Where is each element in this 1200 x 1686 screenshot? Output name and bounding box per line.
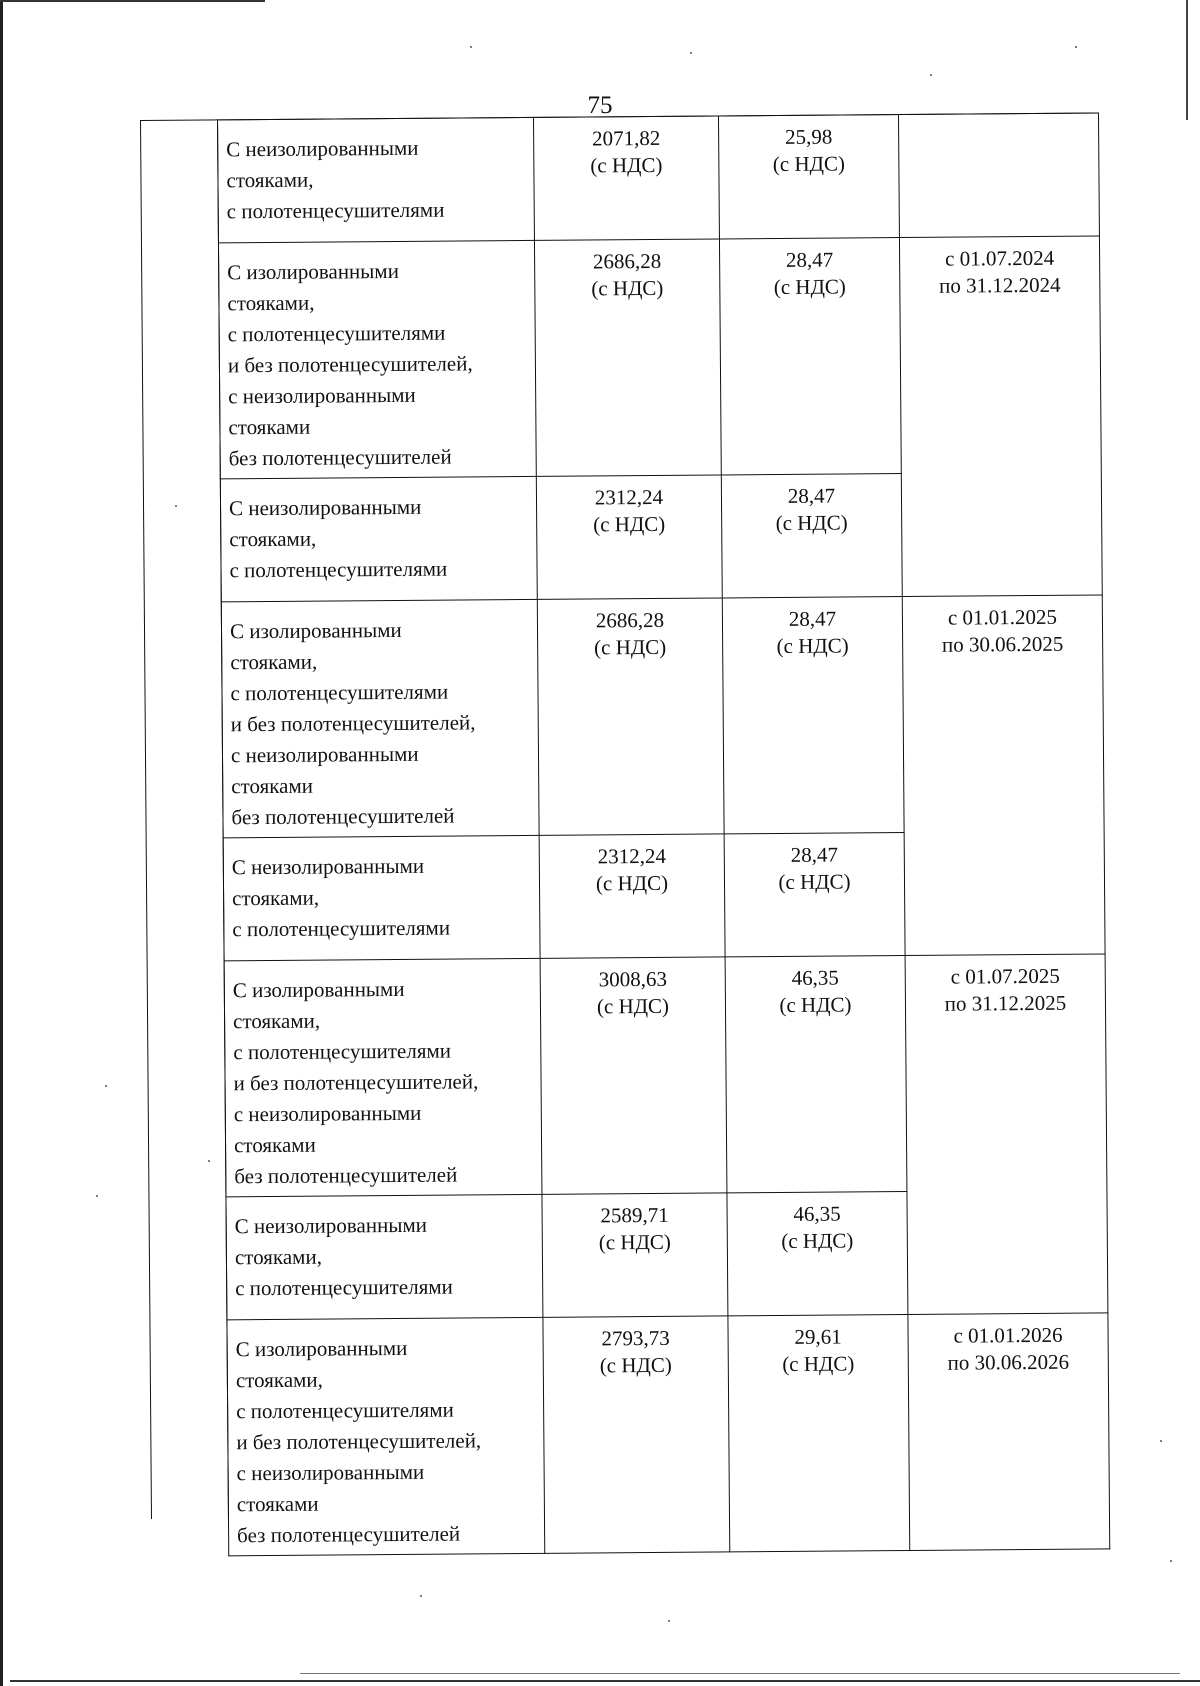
price-cell <box>540 957 727 1194</box>
description-line: стояками, <box>227 290 315 316</box>
period-cell <box>908 1313 1110 1551</box>
description-line: с полотенцесушителями <box>227 320 446 347</box>
description-line: и без полотенцесушителей, <box>230 710 476 737</box>
row-description <box>224 958 542 1196</box>
scan-speck <box>105 1085 107 1087</box>
period-to: по 31.12.2024 <box>938 272 1061 298</box>
description-line: С изолированными <box>232 976 405 1003</box>
price-note: (с НДС) <box>594 634 667 660</box>
rate-cell <box>722 597 904 834</box>
rate-note: (с НДС) <box>772 151 845 177</box>
rate-cell <box>718 115 899 239</box>
scan-edge-top <box>0 0 265 2</box>
price-value: 2686,28 <box>595 607 665 633</box>
rate-note: (с НДС) <box>773 274 846 300</box>
rate-note: (с НДС) <box>781 1228 854 1253</box>
period-from: с 01.01.2025 <box>947 604 1058 630</box>
description-line: стояками, <box>229 526 317 552</box>
scan-speck <box>1170 1560 1172 1562</box>
price-value: 2312,24 <box>594 484 664 510</box>
description-line: стояками, <box>230 649 318 675</box>
rate-cell <box>727 1192 908 1316</box>
description-line: стояками <box>236 1491 319 1517</box>
price-value: 2312,24 <box>597 843 667 869</box>
scan-speck <box>1160 1440 1162 1442</box>
scan-speck <box>420 1595 422 1597</box>
scan-speck <box>668 1620 670 1622</box>
period-to: по 30.06.2025 <box>941 631 1064 657</box>
description-line: с полотенцесушителями <box>233 1038 452 1065</box>
description-line: стояками <box>233 1132 316 1158</box>
description-line: без полотенцесушителей <box>237 1521 461 1548</box>
description-line: С изолированными <box>229 617 402 644</box>
rate-cell <box>724 833 905 957</box>
rate-value: 25,98 <box>784 124 833 149</box>
description-line: стояками, <box>232 885 320 911</box>
price-note: (с НДС) <box>591 275 664 301</box>
description-line: С неизолированными <box>228 494 422 521</box>
rate-note: (с НДС) <box>776 633 849 659</box>
rate-cell <box>721 474 902 598</box>
rate-value: 29,61 <box>794 1324 842 1349</box>
period-cell <box>902 595 1105 956</box>
description-line: и без полотенцесушителей, <box>233 1069 479 1096</box>
price-value: 2686,28 <box>592 248 662 274</box>
description-line: с неизолированными <box>228 382 416 409</box>
description-line: с полотенцесушителями <box>236 1397 454 1424</box>
description-line: и без полотенцесушителей, <box>227 351 473 378</box>
rate-value: 46,35 <box>791 965 839 990</box>
price-note: (с НДС) <box>596 993 670 1019</box>
table-row <box>224 954 1107 1197</box>
period-to: по 31.12.2025 <box>944 990 1067 1016</box>
row-description <box>218 117 535 242</box>
rate-value: 28,47 <box>787 483 836 508</box>
price-note: (с НДС) <box>598 1229 671 1255</box>
description-line: стояками, <box>234 1244 322 1270</box>
rate-value: 28,47 <box>788 606 837 631</box>
row-description <box>220 476 537 601</box>
scan-speck <box>175 505 177 507</box>
row-description <box>221 599 539 837</box>
price-note: (с НДС) <box>595 870 669 896</box>
rate-cell <box>728 1315 910 1552</box>
price-value: 2589,71 <box>600 1202 669 1228</box>
description-line: с полотенцесушителями <box>232 915 451 942</box>
description-line: и без полотенцесушителей, <box>236 1428 482 1455</box>
rate-value: 46,35 <box>793 1201 841 1226</box>
description-line: с неизолированными <box>236 1459 425 1486</box>
scan-speck <box>690 52 692 54</box>
description-line: стояками, <box>226 167 314 193</box>
row-description <box>223 835 540 960</box>
description-line: без полотенцесушителей <box>228 444 452 471</box>
period-to: по 30.06.2026 <box>947 1349 1070 1375</box>
description-line: стояками, <box>232 1008 321 1034</box>
scan-speck <box>208 1160 210 1162</box>
description-line: С неизолированными <box>226 135 419 162</box>
price-note: (с НДС) <box>590 152 663 178</box>
scan-edge-bottom <box>10 1680 1200 1682</box>
price-cell <box>534 239 721 476</box>
period-cell-empty <box>898 113 1099 238</box>
description-line: С неизолированными <box>231 853 425 880</box>
rate-value: 28,47 <box>785 247 834 272</box>
rate-note: (с НДС) <box>782 1351 855 1376</box>
description-line: стояками, <box>235 1367 323 1393</box>
price-value: 2071,82 <box>591 125 661 151</box>
description-line: с полотенцесушителями <box>230 679 449 706</box>
document-frame <box>140 112 1111 1548</box>
description-line: без полотенцесушителей <box>234 1162 458 1189</box>
scan-speck <box>96 1195 98 1197</box>
price-value: 3008,63 <box>598 966 667 992</box>
price-cell <box>537 598 724 835</box>
price-cell <box>539 834 725 958</box>
description-line: С изолированными <box>227 258 399 285</box>
period-cell <box>899 236 1102 597</box>
rate-cell <box>719 238 901 475</box>
scan-speck <box>470 46 472 48</box>
price-cell <box>536 475 722 599</box>
scan-speck <box>1075 46 1077 48</box>
rate-cell <box>725 956 907 1193</box>
price-cell <box>543 1316 730 1553</box>
tariff-table <box>217 112 1110 1556</box>
price-note: (с НДС) <box>593 511 666 537</box>
rate-note: (с НДС) <box>778 869 851 895</box>
price-cell <box>533 116 719 240</box>
row-description <box>227 1317 545 1555</box>
scan-speck <box>930 74 932 76</box>
table-row <box>227 1313 1110 1556</box>
table-row <box>218 236 1101 479</box>
rate-note: (с НДС) <box>775 510 848 536</box>
row-description <box>218 240 536 478</box>
period-from: с 01.07.2025 <box>950 963 1060 989</box>
table-row <box>218 113 1100 243</box>
description-line: без полотенцесушителей <box>231 803 455 830</box>
description-line: стояками <box>231 773 314 799</box>
period-cell <box>905 954 1108 1315</box>
price-value: 2793,73 <box>601 1325 670 1351</box>
description-line: С неизолированными <box>234 1212 428 1239</box>
scan-edge-left <box>0 0 3 1686</box>
page-number: 75 <box>587 92 613 119</box>
price-cell <box>542 1193 728 1317</box>
period-from: с 01.07.2024 <box>944 245 1055 271</box>
scan-edge-bottom-faint <box>300 1673 1180 1674</box>
price-note: (с НДС) <box>599 1352 672 1378</box>
description-line: с полотенцесушителями <box>235 1274 453 1301</box>
rate-value: 28,47 <box>790 842 839 867</box>
description-line: с полотенцесушителями <box>229 556 448 583</box>
description-line: стояками <box>228 414 311 440</box>
table-row <box>221 595 1104 838</box>
row-description <box>226 1194 543 1319</box>
description-line: с неизолированными <box>233 1100 422 1127</box>
rate-note: (с НДС) <box>779 992 852 1018</box>
description-line: С изолированными <box>235 1335 408 1362</box>
period-from: с 01.01.2026 <box>953 1322 1063 1348</box>
description-line: с неизолированными <box>230 741 419 768</box>
description-line: с полотенцесушителями <box>226 197 445 224</box>
